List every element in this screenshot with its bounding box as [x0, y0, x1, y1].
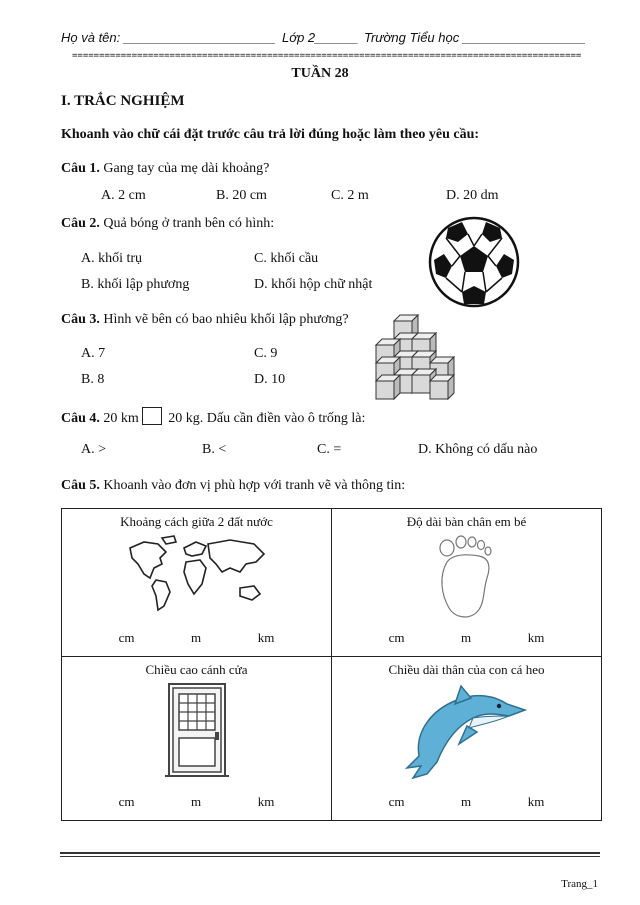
school-field[interactable]: Trường Tiểu học _________________ — [364, 30, 586, 45]
q1-option-b[interactable]: B. 20 cm — [216, 188, 267, 203]
student-name-field[interactable]: Họ và tên: _____________________ — [61, 30, 276, 45]
table-cell-world-map — [62, 509, 332, 657]
baby-footprint-icon — [417, 532, 517, 622]
footer-rule-thin — [60, 856, 600, 857]
unit-cm[interactable]: cm — [118, 630, 135, 646]
question-text: Hình vẽ bên có bao nhiêu khối lập phương? — [103, 312, 349, 327]
cell-title: Khoảng cách giữa 2 đất nước — [120, 514, 273, 529]
question-text: Gang tay của mẹ dài khoảng? — [103, 161, 270, 176]
question-text-before: 20 km — [103, 411, 139, 426]
question-number: Câu 1. — [61, 161, 100, 176]
question-number: Câu 3. — [61, 312, 100, 327]
soccer-ball-icon — [428, 216, 520, 308]
q3-option-c[interactable]: C. 9 — [254, 346, 278, 361]
unit-km[interactable]: km — [257, 630, 275, 646]
q4-option-b[interactable]: B. < — [202, 442, 227, 457]
instruction-text: Khoanh vào chữ cái đặt trước câu trả lời đúng hoặc làm theo yêu cầu: — [61, 127, 480, 142]
q2-option-d[interactable]: D. khối hộp chữ nhật — [254, 277, 373, 292]
q1-option-d[interactable]: D. 20 dm — [446, 188, 499, 203]
q3-option-b[interactable]: B. 8 — [81, 372, 105, 387]
unit-options — [332, 794, 601, 810]
cell-title: Chiều cao cánh cửa — [145, 662, 248, 678]
question-number: Câu 2. — [61, 216, 100, 231]
unit-cm[interactable]: cm — [388, 630, 405, 646]
table-cell-door — [62, 657, 332, 821]
unit-km[interactable]: km — [257, 794, 275, 809]
page-number: Trang_1 — [561, 878, 598, 890]
q4-option-a[interactable]: A. > — [81, 442, 107, 457]
dolphin-icon — [397, 682, 537, 782]
table-cell-dolphin — [332, 657, 602, 821]
unit-m[interactable]: m — [191, 794, 202, 809]
q1-option-c[interactable]: C. 2 m — [331, 188, 369, 203]
question-text: Quả bóng ở tranh bên có hình: — [103, 216, 275, 231]
question-2 — [61, 216, 274, 232]
question-5 — [61, 478, 405, 494]
unit-m[interactable]: m — [191, 630, 202, 646]
question-1 — [61, 161, 269, 177]
footer-rule — [60, 852, 600, 854]
question-number: Câu 4. — [61, 411, 100, 426]
q4-option-c[interactable]: C. = — [317, 442, 342, 457]
header-separator: ============================================================================================== — [72, 51, 582, 61]
q2-option-c[interactable]: C. khối cầu — [254, 251, 319, 266]
question-number: Câu 5. — [61, 478, 100, 493]
unit-options — [332, 630, 601, 646]
cell-title: Độ dài bàn chân em bé — [406, 514, 527, 529]
unit-m[interactable]: m — [461, 794, 472, 809]
question-3 — [61, 312, 349, 328]
q4-option-d[interactable]: D. Không có dấu nào — [418, 442, 538, 457]
unit-m[interactable]: m — [461, 630, 472, 646]
section-title: I. TRẮC NGHIỆM — [61, 93, 185, 109]
unit-km[interactable]: km — [527, 794, 545, 809]
question-text-after: 20 kg. Dấu cần điền vào ô trống là: — [168, 411, 366, 426]
unit-cm[interactable]: cm — [388, 794, 405, 809]
q2-option-a[interactable]: A. khối trụ — [81, 251, 143, 266]
q3-option-d[interactable]: D. 10 — [254, 372, 286, 387]
unit-options — [62, 794, 331, 810]
week-title: TUẦN 28 — [291, 66, 349, 81]
table-cell-baby-foot — [332, 509, 602, 657]
q2-option-b[interactable]: B. khối lập phương — [81, 277, 190, 292]
unit-km[interactable]: km — [527, 630, 545, 646]
door-icon — [165, 680, 229, 780]
answer-blank-box[interactable] — [142, 407, 162, 425]
unit-cm[interactable]: cm — [118, 794, 135, 809]
cube-stack-icon — [372, 313, 458, 403]
question-text: Khoanh vào đơn vị phù hợp với tranh vẽ và thông tin: — [103, 478, 406, 493]
q3-option-a[interactable]: A. 7 — [81, 346, 106, 361]
unit-options — [62, 630, 331, 646]
question-4 — [61, 407, 365, 427]
cell-title: Chiều dài thân của con cá heo — [388, 662, 545, 678]
unit-choice-table — [61, 508, 602, 821]
q1-option-a[interactable]: A. 2 cm — [101, 188, 146, 203]
class-field[interactable]: Lớp 2______ — [282, 30, 359, 45]
world-map-icon — [122, 534, 272, 614]
